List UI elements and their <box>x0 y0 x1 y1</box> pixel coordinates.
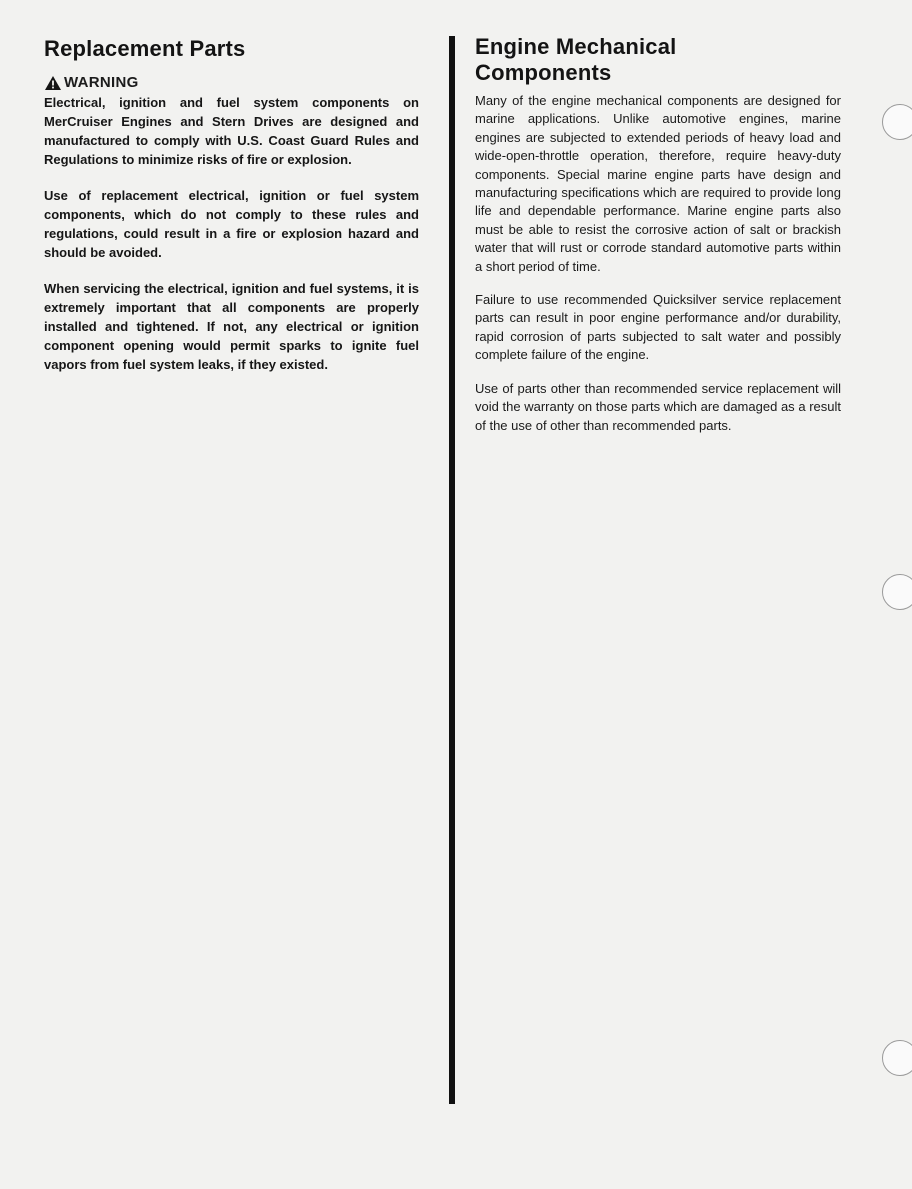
title-line-1: Engine Mechanical <box>475 34 677 59</box>
body-paragraph-warranty: Use of parts other than recommended service replacement will void the warranty on those parts which are damaged as a result of the use of other than recommended parts. <box>475 380 841 433</box>
warning-paragraph-servicing: When servicing the electrical, ignition and fuel systems, it is extremely important that all components are properly installed and tightened. If not, any electrical or ignition component opening would permit sparks to ignite fuel vapors from fuel system leaks, if they existed. <box>44 281 419 372</box>
replacement-parts-section <box>44 36 419 391</box>
warning-label: WARNING <box>64 74 139 91</box>
warning-paragraph-compliance: Electrical, ignition and fuel system components on MerCruiser Engines and Stern Drives are designed and manufactured to comply with U.S. Coast Guard Rules and Regulations to minimize risks of fire or explosion. <box>44 95 419 167</box>
binder-hole-top <box>882 104 912 140</box>
body-paragraph-marine-components: Many of the engine mechanical components are designed for marine applications. Unlike automotive engines, marine engines are subjected to extended periods of heavy load and wide-open-throttle operation, therefore, require heavy-duty components. Special marine engine parts have design and manufacturing specifications which are required to provide long life and dependable performance. Marine engine parts also must be able to resist the corrosive action of salt or brackish water that will rust or corrode standard automotive parts within a short period of time. <box>475 93 841 274</box>
warning-heading <box>44 74 419 91</box>
binder-hole-bottom <box>882 1040 912 1076</box>
column-divider <box>449 36 455 1104</box>
replacement-parts-title: Replacement Parts <box>44 36 246 61</box>
body-paragraph-quicksilver: Failure to use recommended Quicksilver service replacement parts can result in poor engine performance and/or durability, rapid corrosion of parts subjected to salt water and possibly complete failure of the engine. <box>475 292 841 363</box>
binder-hole-middle <box>882 574 912 610</box>
title-line-2: Components <box>475 60 612 85</box>
warning-paragraph-hazard: Use of replacement electrical, ignition or fuel system components, which do not comply to these rules and regulations, could result in a fire or explosion hazard and should be avoided. <box>44 188 419 260</box>
engine-mechanical-title <box>475 34 841 86</box>
warning-triangle-icon <box>44 75 62 91</box>
engine-mechanical-section <box>475 34 841 450</box>
